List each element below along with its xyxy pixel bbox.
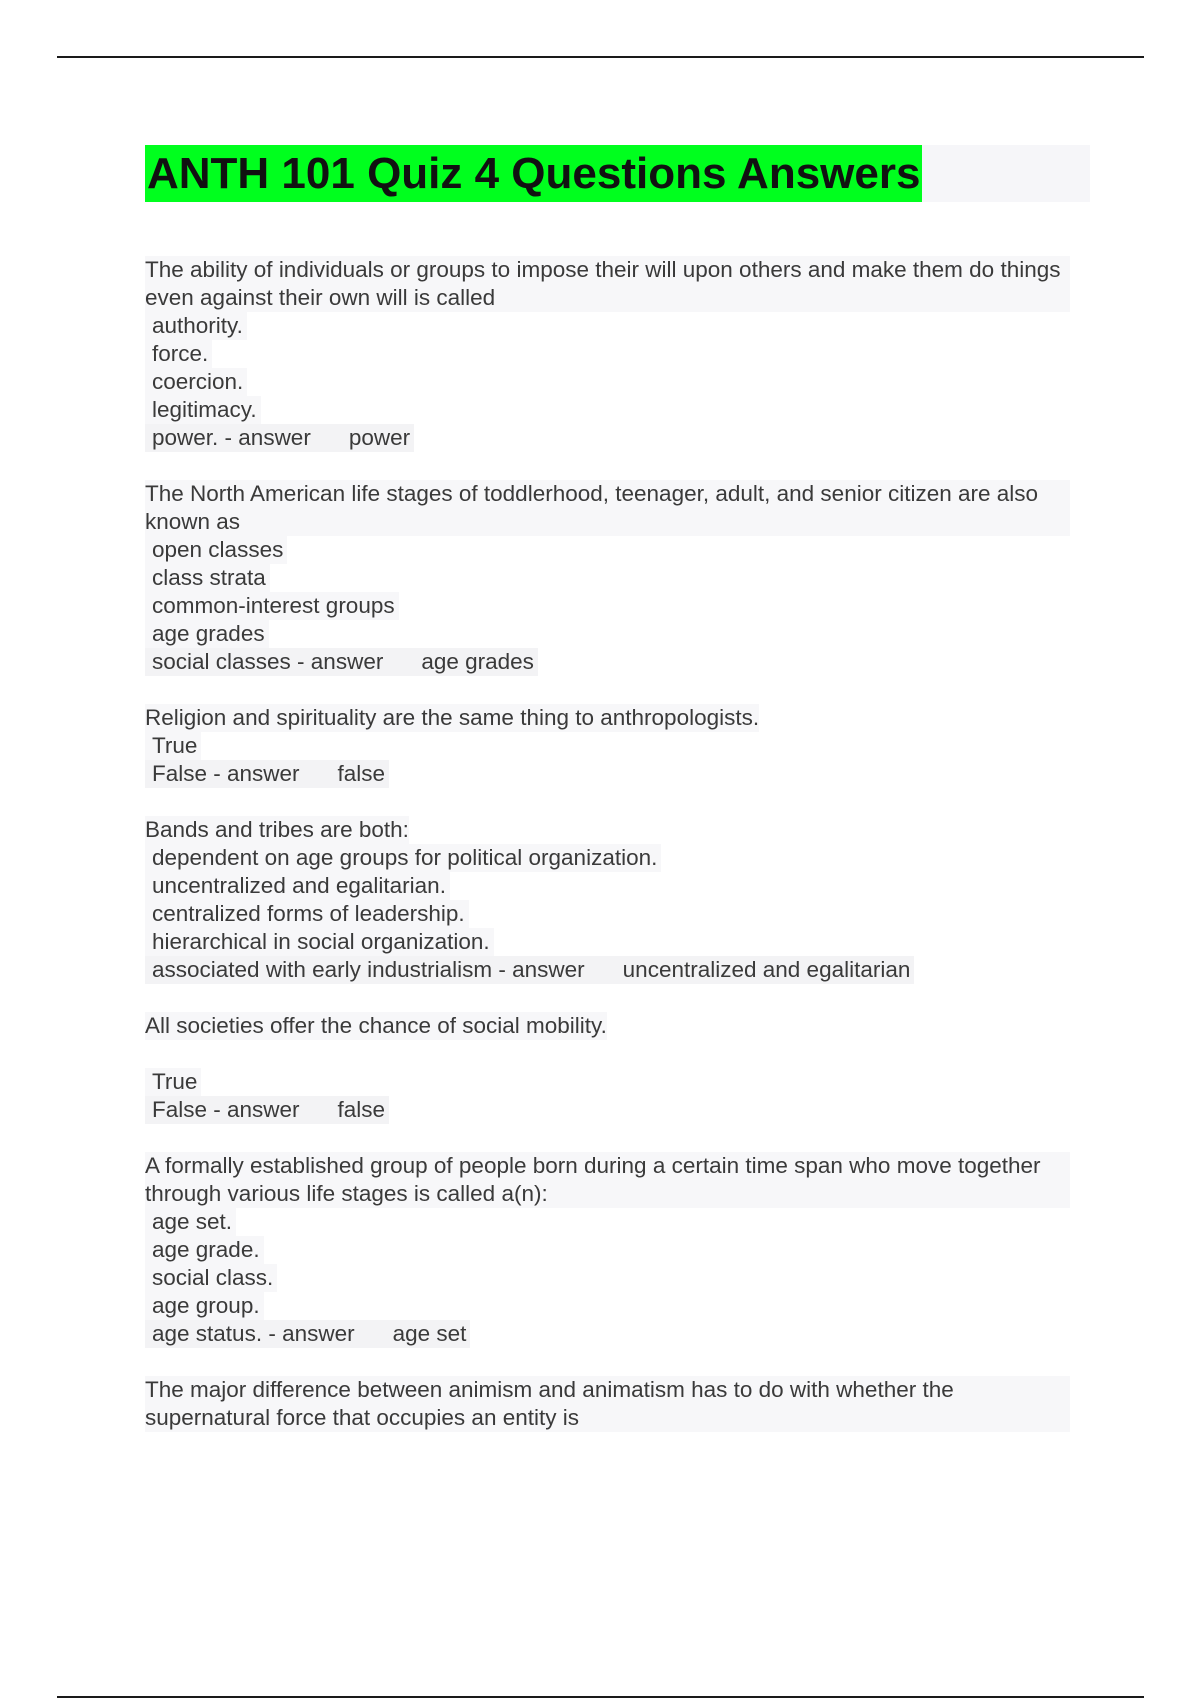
answer-line xyxy=(145,648,538,676)
question-text: The ability of individuals or groups to impose their will upon others and make them do things even against their own will is called xyxy=(145,256,1070,312)
question-text: The North American life stages of toddlerhood, teenager, adult, and senior citizen are also known as xyxy=(145,480,1070,536)
options-list xyxy=(145,1208,1105,1348)
option: class strata xyxy=(145,564,270,592)
option: social class. xyxy=(145,1264,277,1292)
answer-text: power xyxy=(348,425,411,450)
options-list xyxy=(145,1068,1105,1124)
top-rule xyxy=(57,56,1144,58)
option: age grade. xyxy=(145,1236,264,1264)
question-text: All societies offer the chance of social mobility. xyxy=(145,1013,607,1038)
answer-text: false xyxy=(337,761,386,786)
question-block-3 xyxy=(145,704,1105,788)
question-block-1 xyxy=(145,256,1105,452)
answer-text: age set xyxy=(392,1321,467,1346)
last-option: age status. - answer xyxy=(152,1321,355,1346)
option: age grades xyxy=(145,620,269,648)
answer-text: age grades xyxy=(421,649,534,674)
answer-text: uncentralized and egalitarian xyxy=(622,957,911,982)
answer-line xyxy=(145,956,914,984)
last-option: False - answer xyxy=(152,1097,300,1122)
option: dependent on age groups for political organization. xyxy=(145,844,661,872)
options-list xyxy=(145,732,1105,788)
page-title: ANTH 101 Quiz 4 Questions Answers xyxy=(145,145,922,202)
options-list xyxy=(145,844,1105,984)
answer-line xyxy=(145,760,389,788)
quiz-content xyxy=(145,256,1105,1460)
option: hierarchical in social organization. xyxy=(145,928,494,956)
question-block-5 xyxy=(145,1012,1105,1124)
question-text: Bands and tribes are both: xyxy=(145,817,409,842)
answer-line xyxy=(145,1096,389,1124)
last-option: False - answer xyxy=(152,761,300,786)
last-option: associated with early industrialism - answer xyxy=(152,957,585,982)
answer-line xyxy=(145,424,414,452)
option: force. xyxy=(145,340,212,368)
blank-line xyxy=(145,1040,1105,1068)
option: common-interest groups xyxy=(145,592,399,620)
option: centralized forms of leadership. xyxy=(145,900,469,928)
option: age group. xyxy=(145,1292,264,1320)
options-list xyxy=(145,536,1105,676)
option: uncentralized and egalitarian. xyxy=(145,872,450,900)
question-text: A formally established group of people born during a certain time span who move together through various life stages is called a(n): xyxy=(145,1152,1070,1208)
option: age set. xyxy=(145,1208,236,1236)
last-option: power. - answer xyxy=(152,425,311,450)
question-block-2 xyxy=(145,480,1105,676)
answer-text: false xyxy=(337,1097,386,1122)
option: authority. xyxy=(145,312,247,340)
option: True xyxy=(145,1068,201,1096)
option: True xyxy=(145,732,201,760)
option: legitimacy. xyxy=(145,396,261,424)
answer-line xyxy=(145,1320,470,1348)
question-text: Religion and spirituality are the same thing to anthropologists. xyxy=(145,705,760,730)
question-block-7 xyxy=(145,1376,1105,1432)
option: open classes xyxy=(145,536,287,564)
last-option: social classes - answer xyxy=(152,649,384,674)
options-list xyxy=(145,312,1105,452)
question-text: The major difference between animism and animatism has to do with whether the supernatural force that occupies an entity is xyxy=(145,1376,1070,1432)
question-block-6 xyxy=(145,1152,1105,1348)
question-block-4 xyxy=(145,816,1105,984)
option: coercion. xyxy=(145,368,247,396)
bottom-rule xyxy=(57,1696,1144,1698)
